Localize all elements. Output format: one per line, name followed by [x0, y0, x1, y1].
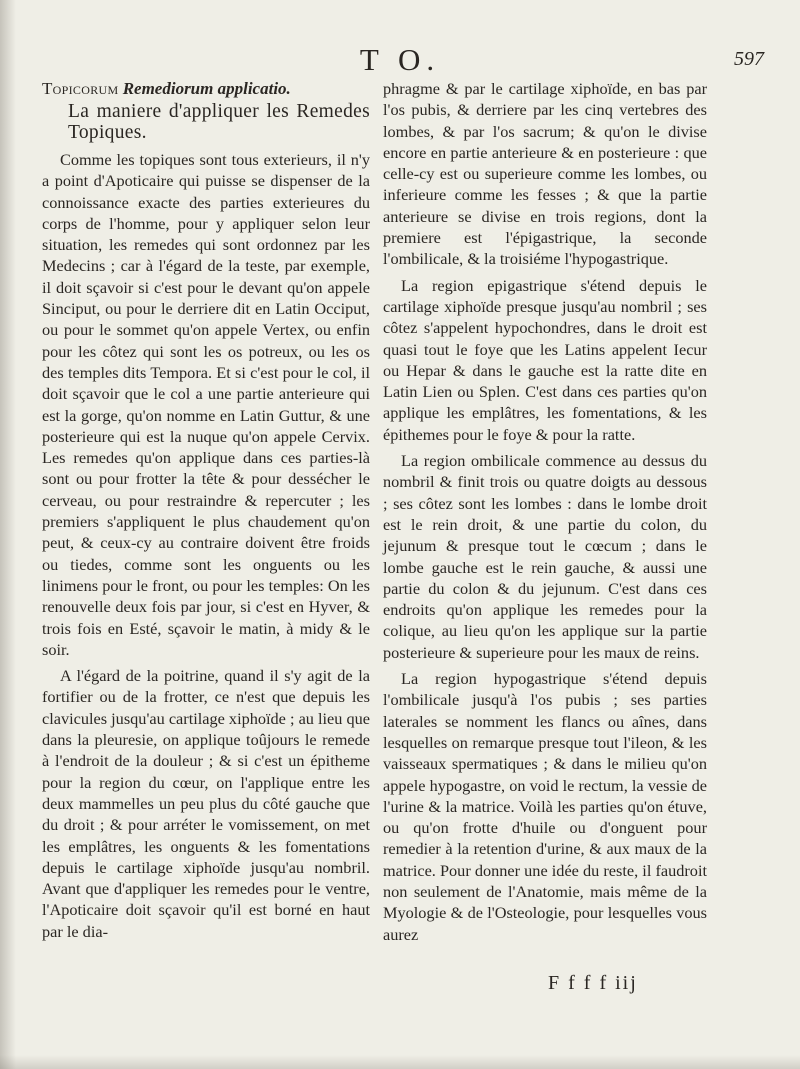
page-gutter-shadow	[0, 0, 16, 1069]
paragraph: La region epigastrique s'étend depuis le cartilage xiphoïde presque jusqu'au nombril ; ses côtez s'appelent hypochondres, dans le droit est quasi tout le foye que les Latins appelent Iecur ou Hepar & dans le gauche est la ratte dite en Latin Lien ou Splen. C'est dans ces parties qu'on applique les emplâtres, les fomentations, & les épithemes pour le foye & pour la ratte.	[383, 275, 707, 444]
entry-subheading: La maniere d'appliquer les Remedes Topiques.	[68, 101, 370, 143]
left-column	[42, 78, 370, 942]
page-bottom-edge	[0, 1055, 800, 1069]
entry-heading-italic: Remediorum applicatio.	[122, 79, 291, 98]
paragraph: La region hypogastrique s'étend depuis l'ombilicale jusqu'à l'os pubis ; ses parties laterales se nomment les flancs ou aînes, dans lesquelles on remarque presque tout l'ileon, & les vaisseaux spermatiques ; & dans le milieu qu'on appele hypogastre, on void le rectum, la vessie de l'urine & la matrice. Voilà les parties qu'on étuve, ou qu'on frotte d'huile ou d'onguent pour remedier à la retention d'urine, & aux maux de la matrice. Pour donner une idée du reste, il faudroit non seulement de l'Anatomie, mais même de la Myologie & de l'Osteologie, pour lesquelles vous aurez	[383, 669, 707, 944]
signature-mark: F f f f iij	[548, 972, 638, 994]
paragraph: A l'égard de la poitrine, quand il s'y agit de la fortifier ou de la frotter, ce n'est que depuis les clavicules jusqu'au cartilage xiphoïde ; au lieu que dans la pleuresie, on applique toûjours le remede à l'endroit de la douleur ; & si c'est un épitheme pour la region du cœur, on l'applique entre les deux mammelles un peu plus du côté gauche que du droit ; & pour arréter le vomissement, on met les emplâtres, les onguents & les fomentations depuis le cartilage xiphoïde jusqu'au nombril. Avant que d'appliquer les remedes pour le ventre, l'Apoticaire doit sçavoir qu'il est borné en haut par le dia-	[42, 666, 370, 941]
paragraph: phragme & par le cartilage xiphoïde, en bas par l'os pubis, & derriere par les cinq vertebres des lombes, & par l'os sacrum; & qu'on le divise encore en partie anterieure & en posterieure : que celle-cy est ou superieure comme les lombes, ou inferieure comme les fesses ; & que la partie anterieure se divise en trois regions, dont la premiere est l'épigastrique, la seconde l'ombilicale, & la troisiéme l'hypogastrique.	[383, 79, 707, 269]
entry-heading-smallcaps: Topicorum	[42, 79, 119, 98]
running-head: T O.	[359, 42, 441, 77]
entry-heading	[42, 78, 370, 99]
paragraph: Comme les topiques sont tous exterieurs, il n'y a point d'Apoticaire qui puisse se dispenser de la connoissance exacte des parties exterieures du corps de l'homme, pour y appliquer selon leur situation, les remedes qui sont ordonnez par les Medecins ; car à l'égard de la teste, par exemple, il doit sçavoir si c'est pour le devant qu'on appele Sinciput, ou pour le derriere dit en Latin Occiput, ou pour le sommet qu'on appele Vertex, ou enfin pour les côtez qui sont les os potreux, ou les os des temples dits Tempora. Et si c'est pour le col, il doit sçavoir que le col a une partie anterieure qui est la gorge, qu'on nomme en Latin Guttur, & une posterieure qui est la nuque qu'on appele Cervix. Les remedes qu'on applique dans ces parties-là sont ou pour frotter la tête & pour dessécher le cerveau, ou pour restraindre & repercuter ; les premiers s'appliquent le plus chaudement qu'on peut, & ceux-cy au contraire doivent être froids ou tiedes, comme sont les onguents ou les linimens pour le front, ou pour les temples: On les renouvelle deux fois par jour, si c'est en Hyver, & trois fois en Esté, sçavoir le matin, à midy & le soir.	[42, 150, 370, 659]
paragraph: La region ombilicale commence au dessus du nombril & finit trois ou quatre doigts au dessous ; ses côtez sont les lombes : dans le lombe droit est le rein droit, & une partie du colon, du jejunum & presque tout le cœcum ; dans le lombe gauche est le rein gauche, & aussi une partie du colon & du jejunum. C'est dans ces endroits qu'on applique les remedes pour la colique, au lieu qu'on les applique sur la partie posterieure & superieure pour les maux de reins.	[383, 451, 707, 662]
right-column	[383, 78, 707, 945]
page-number: 597	[734, 48, 764, 70]
